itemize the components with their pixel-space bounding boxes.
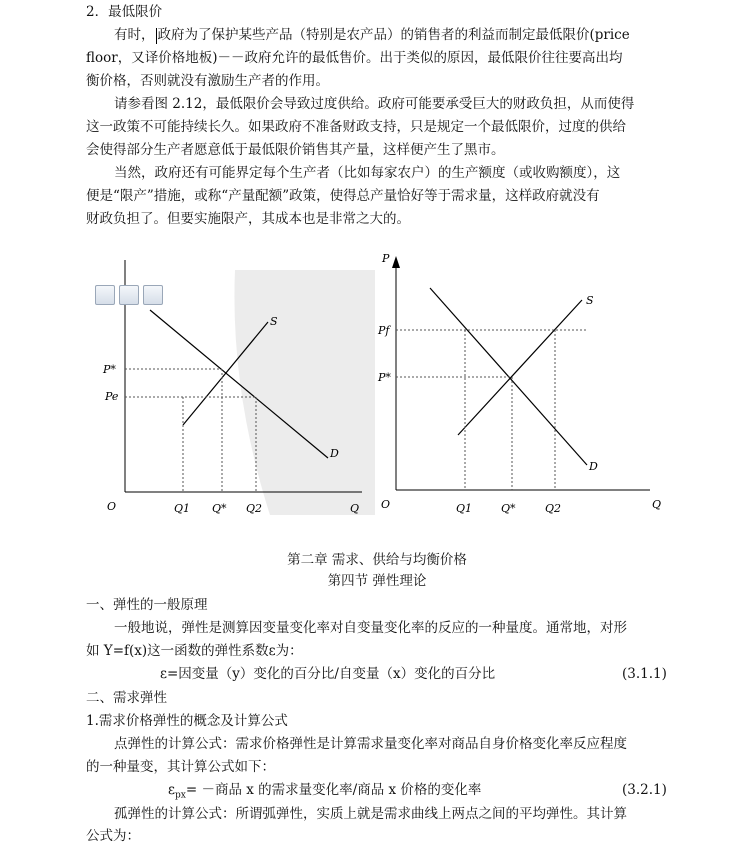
paragraph-line: 公式为： <box>86 828 140 844</box>
origin-label: O <box>381 498 391 511</box>
formula-symbol: ε <box>168 782 175 798</box>
paragraph-line: 便是“限产”措施，或称“产量配额”政策，使得总产量恰好等于需求量，这样政府就没有 <box>86 188 600 204</box>
chapter-title: 第二章 需求、供给与均衡价格 <box>287 552 467 568</box>
section-title: 第四节 弹性理论 <box>327 573 427 589</box>
axis-label: Q <box>652 498 662 511</box>
paragraph-line: 这一政策不可能持续长久。如果政府不准备财政支持，只是规定一个最低限价，过度的供给 <box>86 119 626 135</box>
formula-subscript: px <box>175 790 186 801</box>
y-axis-arrow <box>392 256 400 268</box>
subheading: 1.需求价格弹性的概念及计算公式 <box>86 713 288 729</box>
paragraph-line: 会使得部分生产者愿意低于最低限价销售其产量，这样便产生了黑市。 <box>86 142 505 158</box>
axis-label: P* <box>378 371 391 384</box>
paragraph-line: 衡价格，否则就没有激励生产者的作用。 <box>86 73 329 89</box>
curve-label: S <box>270 315 278 328</box>
formula-number: (3.1.1) <box>622 666 667 682</box>
formula: ε=因变量（y）变化的百分比/自变量（x）变化的百分比 <box>160 666 496 682</box>
paragraph-line: 的一种量变，其计算公式如下： <box>86 759 275 775</box>
paragraph-text: 有时， <box>114 27 155 43</box>
floating-toolbar <box>95 285 163 305</box>
formula-text: = －商品 x 的需求量变化率/商品 x 价格的变化率 <box>185 782 482 798</box>
axis-label: Q* <box>212 502 227 515</box>
axis-title: P <box>382 252 390 265</box>
curve-label: D <box>589 460 598 473</box>
curve-label: D <box>330 447 339 460</box>
right-graph <box>377 252 661 515</box>
paragraph-line: 点弹性的计算公式：需求价格弹性是计算需求量变化率对商品自身价格变化率反应程度 <box>114 736 627 752</box>
axis-label: Q1 <box>174 502 191 515</box>
paragraph-text: 政府为了保护某些产品（特别是农产品）的销售者的利益而制定最低限价(price <box>157 27 630 43</box>
axis-label: Q2 <box>246 502 263 515</box>
origin-label: O <box>107 500 117 513</box>
paragraph-line: 财政负担了。但要实施限产，其成本也是非常之大的。 <box>86 211 410 227</box>
axis-label: Q1 <box>456 502 473 515</box>
axis-label: Q2 <box>545 502 562 515</box>
paragraph-line: 一般地说，弹性是测算因变量变化率对自变量变化率的反应的一种量度。通常地，对形 <box>114 620 627 636</box>
heading: 一、弹性的一般原理 <box>86 597 208 613</box>
paragraph-line <box>114 25 630 45</box>
print-icon[interactable] <box>95 285 115 305</box>
axis-label: Pf <box>378 324 390 337</box>
mail-icon[interactable] <box>119 285 139 305</box>
axis-label: Pe <box>105 390 119 403</box>
paragraph-line: floor，又译价格地板)－－政府允许的最低售价。出于类似的原因，最低限价往往要高出均 <box>86 50 623 66</box>
paragraph-line: 孤弹性的计算公式：所谓弧弹性，实质上就是需求曲线上两点之间的平均弹性。其计算 <box>114 806 627 822</box>
supply-curve <box>458 300 582 435</box>
axis-label: Q <box>350 502 360 515</box>
paragraph-line: 如 Y=f(x)这一函数的弹性系数ε为： <box>86 643 303 659</box>
axis-label: P* <box>103 363 116 376</box>
formula <box>168 780 481 806</box>
section-heading: 2．最低限价 <box>86 4 163 20</box>
formula-number: (3.2.1) <box>622 782 667 798</box>
paragraph-line: 请参看图 2.12，最低限价会导致过度供给。政府可能要承受巨大的财政负担，从而使得 <box>114 96 635 112</box>
paragraph-line: 当然，政府还有可能界定每个生产者（比如每家农户）的生产额度（或收购额度），这 <box>114 165 621 181</box>
text-cursor <box>156 28 157 44</box>
save-icon[interactable] <box>143 285 163 305</box>
axis-label: Q* <box>501 502 516 515</box>
curve-label: S <box>586 294 594 307</box>
heading: 二、需求弹性 <box>86 690 167 706</box>
